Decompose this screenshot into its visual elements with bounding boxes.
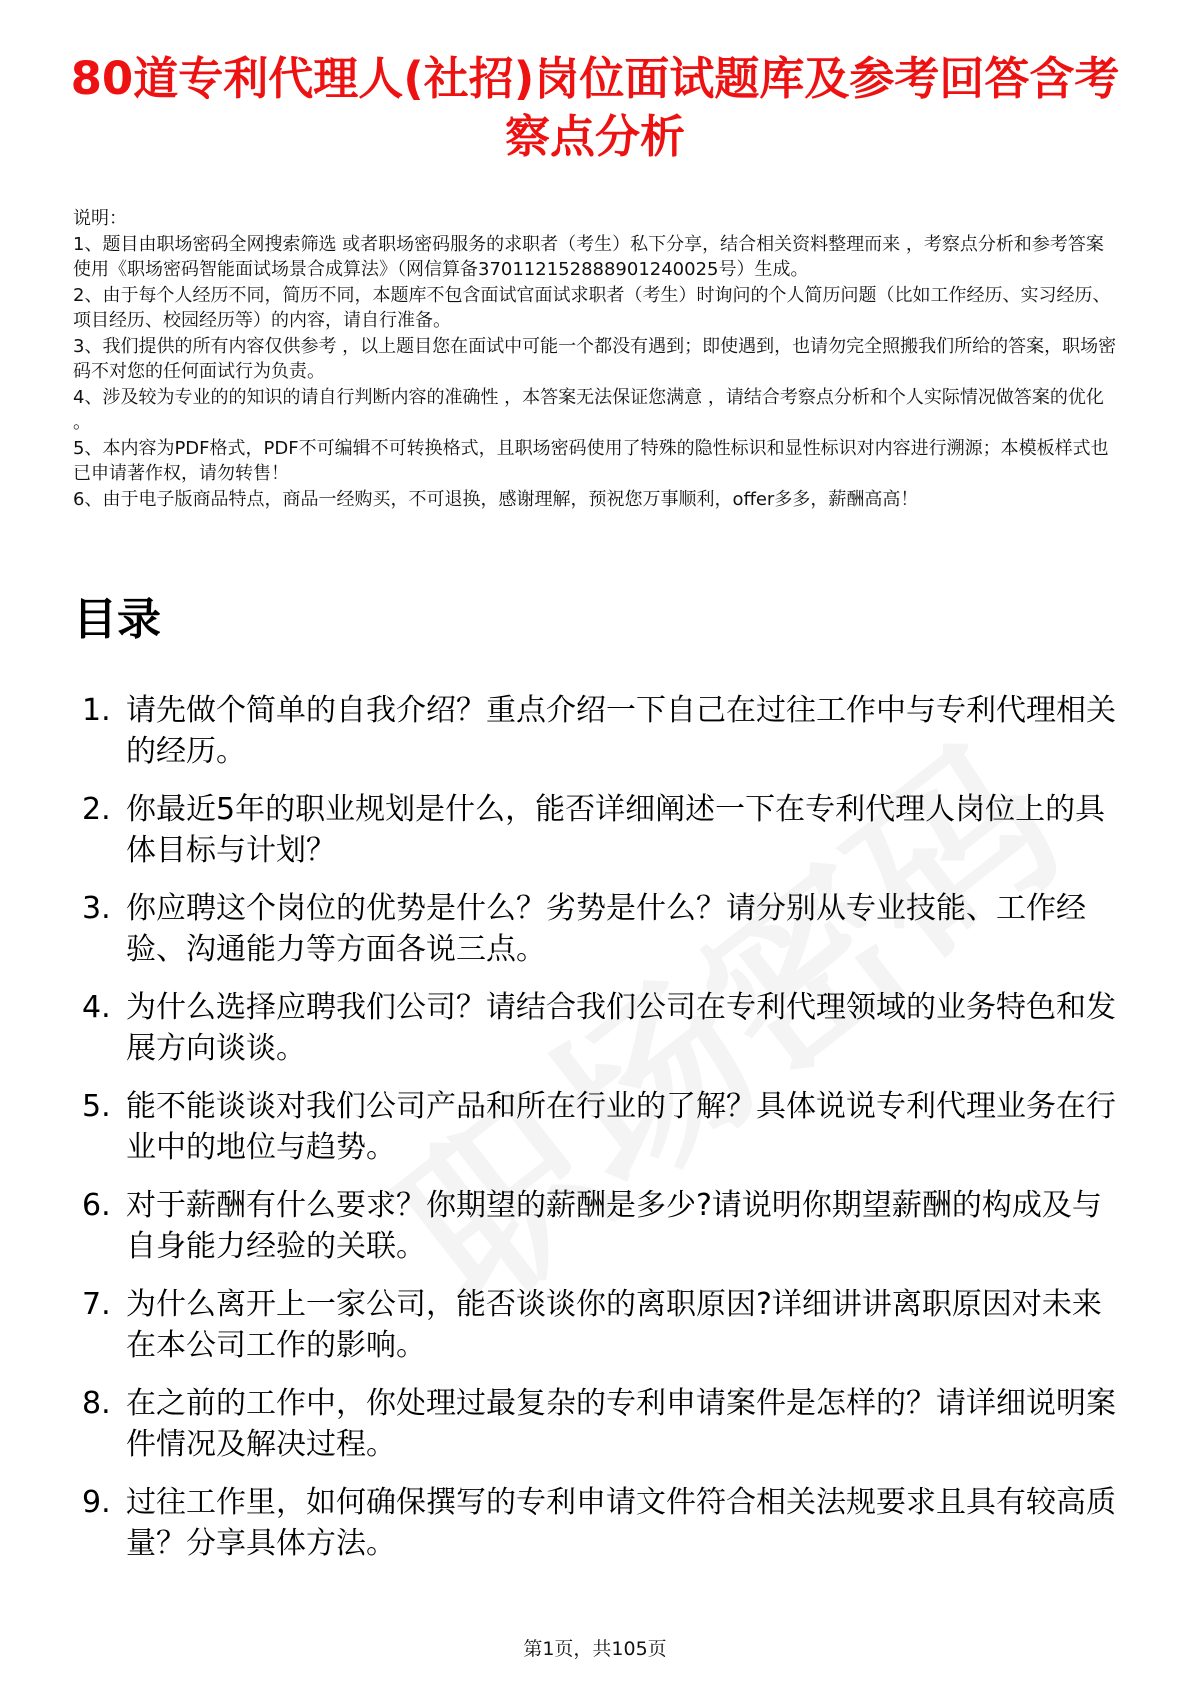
toc-item-number: 7. (82, 1287, 111, 1322)
toc-list (0, 690, 1190, 1581)
toc-item-text: 为什么选择应聘我们公司？请结合我们公司在专利代理领域的业务特色和发展方向谈谈。 (126, 990, 1116, 1066)
toc-item-number: 9. (82, 1485, 111, 1520)
notes-section (73, 206, 1118, 512)
toc-item-number: 5. (82, 1089, 111, 1124)
toc-item-number: 8. (82, 1386, 111, 1421)
note-item: 3、我们提供的所有内容仅供参考 ，以上题目您在面试中可能一个都没有遇到；即使遇到，也请勿完全照搬我们所给的答案，职场密码不对您的任何面试行为负责。 (73, 335, 1117, 382)
toc-item-text: 请先做个简单的自我介绍？重点介绍一下自己在过往工作中与专利代理相关的经历。 (126, 693, 1116, 769)
page-footer: 第1页，共105页 (523, 1638, 667, 1660)
note-item: 5、本内容为PDF格式，PDF不可编辑不可转换格式，且职场密码使用了特殊的隐性标识和显性标识对内容进行溯源；本模板样式也已申请著作权，请勿转售！ (73, 437, 1109, 484)
toc-item[interactable] (0, 1383, 1190, 1465)
toc-item[interactable] (0, 987, 1190, 1069)
toc-item-text: 为什么离开上一家公司，能否谈谈你的离职原因?详细讲讲离职原因对未来在本公司工作的影响。 (126, 1287, 1102, 1363)
note-item: 2、由于每个人经历不同，简历不同，本题库不包含面试官面试求职者（考生）时询问的个人简历问题（比如工作经历、实习经历、项目经历、校园经历等）的内容，请自行准备。 (73, 284, 1111, 331)
toc-item[interactable] (0, 1482, 1190, 1564)
toc-item-number: 1. (82, 693, 111, 728)
toc-heading: 目录 (73, 594, 161, 645)
toc-item-text: 过往工作里，如何确保撰写的专利申请文件符合相关法规要求且具有较高质量？分享具体方法。 (126, 1485, 1116, 1561)
document-title: 80道专利代理人(社招)岗位面试题库及参考回答含考察点分析 (70, 52, 1120, 163)
note-item: 1、题目由职场密码全网搜索筛选 或者职场密码服务的求职者（考生）私下分享，结合相关资料整理而来 ，考察点分析和参考答案使用《职场密码智能面试场景合成算法》（网信算备370112152888901240025号）生成。 (73, 233, 1104, 280)
toc-item-number: 4. (82, 990, 111, 1025)
toc-item-text: 你应聘这个岗位的优势是什么？劣势是什么？请分别从专业技能、工作经验、沟通能力等方面各说三点。 (126, 891, 1086, 967)
toc-item-text: 你最近5年的职业规划是什么，能否详细阐述一下在专利代理人岗位上的具体目标与计划？ (126, 792, 1106, 868)
toc-item[interactable] (0, 1185, 1190, 1267)
note-item: 6、由于电子版商品特点，商品一经购买，不可退换，感谢理解，预祝您万事顺利，offer多多，薪酬高高！ (73, 488, 919, 510)
toc-item[interactable] (0, 888, 1190, 970)
toc-item-number: 3. (82, 891, 111, 926)
notes-label: 说明： (73, 208, 127, 229)
toc-item[interactable] (0, 1086, 1190, 1168)
toc-item-text: 在之前的工作中，你处理过最复杂的专利申请案件是怎样的？请详细说明案件情况及解决过程。 (126, 1386, 1116, 1462)
toc-item[interactable] (0, 789, 1190, 871)
toc-item-number: 6. (82, 1188, 111, 1223)
note-item: 4、涉及较为专业的的知识的请自行判断内容的准确性 ，本答案无法保证您满意 ，请结合考察点分析和个人实际情况做答案的优化 。 (73, 386, 1104, 433)
toc-item-text: 能不能谈谈对我们公司产品和所在行业的了解？具体说说专利代理业务在行业中的地位与趋势。 (126, 1089, 1116, 1165)
toc-item-number: 2. (82, 792, 111, 827)
toc-item[interactable] (0, 1284, 1190, 1366)
toc-item[interactable] (0, 690, 1190, 772)
toc-item-text: 对于薪酬有什么要求？你期望的薪酬是多少?请说明你期望薪酬的构成及与自身能力经验的关联。 (126, 1188, 1102, 1264)
